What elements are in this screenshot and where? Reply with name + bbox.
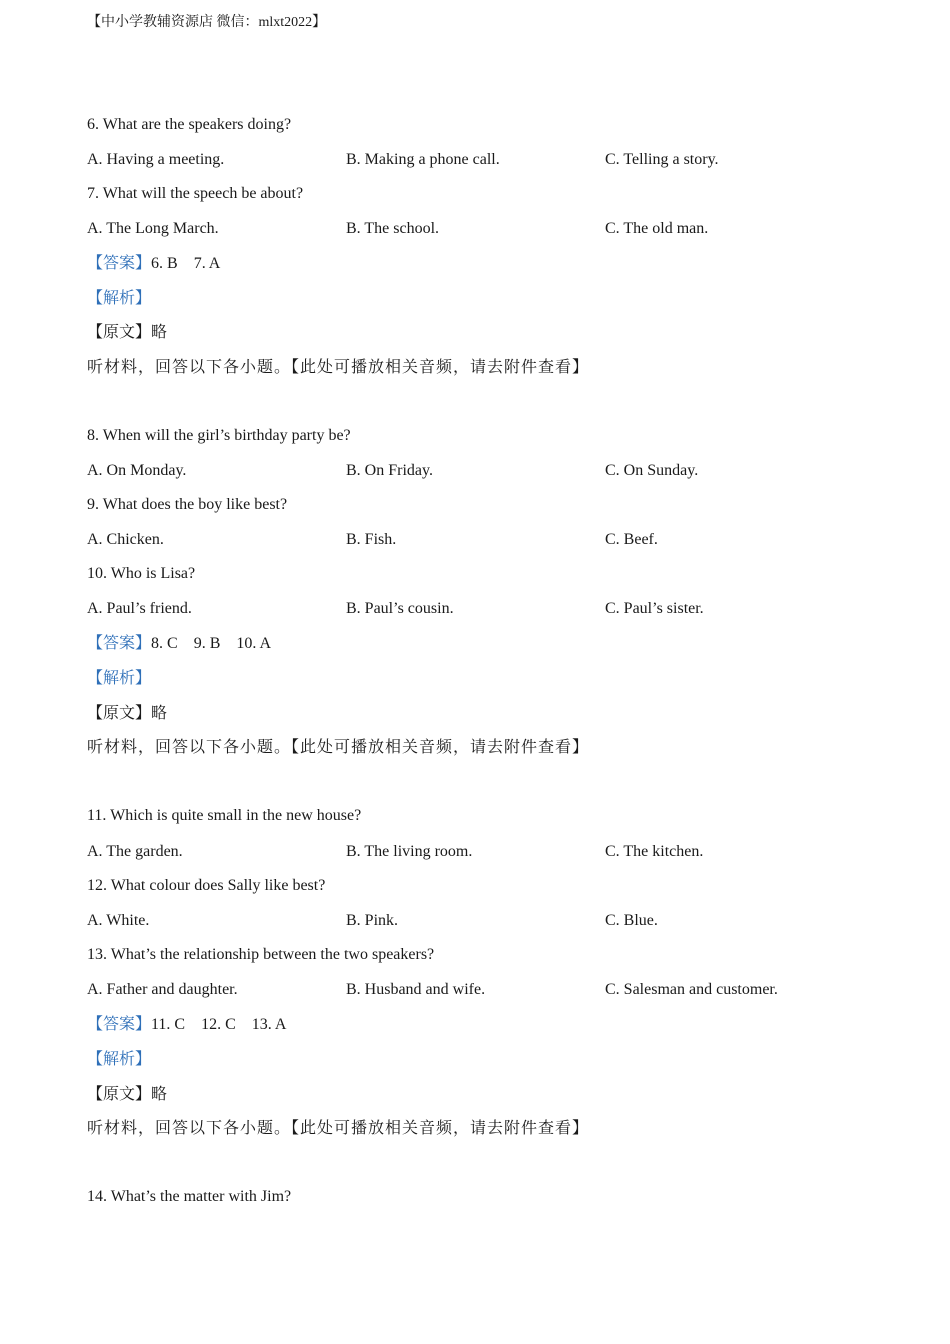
option-c: C. The old man. bbox=[605, 220, 709, 237]
original-text-1: 【原文】略 bbox=[87, 324, 168, 341]
option-c: C. The kitchen. bbox=[605, 843, 704, 860]
option-a: A. Having a meeting. bbox=[87, 151, 225, 168]
option-b: B. The living room. bbox=[346, 843, 473, 860]
answer-line-1 bbox=[87, 253, 220, 275]
question-8: 8. When will the girl’s birthday party be? bbox=[87, 427, 351, 444]
question-10: 10. Who is Lisa? bbox=[87, 565, 196, 582]
option-c: C. Beef. bbox=[605, 531, 658, 548]
options-12 bbox=[87, 910, 887, 932]
options-10 bbox=[87, 598, 887, 620]
option-a: A. On Monday. bbox=[87, 462, 187, 479]
question-7: 7. What will the speech be about? bbox=[87, 185, 304, 202]
question-12: 12. What colour does Sally like best? bbox=[87, 877, 326, 894]
option-c: C. Paul’s sister. bbox=[605, 600, 704, 617]
options-13 bbox=[87, 979, 887, 1001]
original-text-3: 【原文】略 bbox=[87, 1086, 168, 1103]
option-a: A. White. bbox=[87, 912, 150, 929]
option-b: B. Making a phone call. bbox=[346, 151, 500, 168]
option-b: B. Fish. bbox=[346, 531, 397, 548]
analysis-tag-1: 【解析】 bbox=[87, 290, 152, 307]
answer-line-2 bbox=[87, 633, 271, 655]
page-header: 【中小学教辅资源店 微信：mlxt2022】 bbox=[87, 15, 327, 30]
listen-prompt-1: 听材料，回答以下各小题。【此处可播放相关音频，请去附件查看】 bbox=[87, 359, 590, 376]
option-a: A. Paul’s friend. bbox=[87, 600, 192, 617]
options-8 bbox=[87, 460, 887, 482]
option-b: B. Pink. bbox=[346, 912, 399, 929]
listen-prompt-2: 听材料，回答以下各小题。【此处可播放相关音频，请去附件查看】 bbox=[87, 739, 590, 756]
option-b: B. The school. bbox=[346, 220, 440, 237]
option-a: A. The garden. bbox=[87, 843, 183, 860]
analysis-tag-2: 【解析】 bbox=[87, 670, 152, 687]
question-14: 14. What’s the matter with Jim? bbox=[87, 1188, 292, 1205]
options-6 bbox=[87, 149, 887, 171]
option-a: A. Chicken. bbox=[87, 531, 164, 548]
option-c: C. Blue. bbox=[605, 912, 658, 929]
option-c: C. Salesman and customer. bbox=[605, 981, 778, 998]
answer-values: 11. C 12. C 13. A bbox=[151, 1016, 287, 1033]
answer-values: 8. C 9. B 10. A bbox=[151, 635, 272, 652]
analysis-tag-3: 【解析】 bbox=[87, 1051, 152, 1068]
options-11 bbox=[87, 841, 887, 863]
answer-values: 6. B 7. A bbox=[151, 255, 221, 272]
option-c: C. On Sunday. bbox=[605, 462, 699, 479]
option-c: C. Telling a story. bbox=[605, 151, 719, 168]
answer-line-3 bbox=[87, 1014, 286, 1036]
option-b: B. On Friday. bbox=[346, 462, 433, 479]
options-7 bbox=[87, 218, 887, 240]
question-6: 6. What are the speakers doing? bbox=[87, 116, 292, 133]
question-13: 13. What’s the relationship between the two speakers? bbox=[87, 946, 435, 963]
listen-prompt-3: 听材料，回答以下各小题。【此处可播放相关音频，请去附件查看】 bbox=[87, 1120, 590, 1137]
question-11: 11. Which is quite small in the new house? bbox=[87, 807, 362, 824]
answer-tag: 【答案】 bbox=[87, 255, 152, 272]
options-9 bbox=[87, 529, 887, 551]
option-b: B. Husband and wife. bbox=[346, 981, 486, 998]
answer-tag: 【答案】 bbox=[87, 1016, 152, 1033]
option-a: A. The Long March. bbox=[87, 220, 219, 237]
question-9: 9. What does the boy like best? bbox=[87, 496, 288, 513]
option-b: B. Paul’s cousin. bbox=[346, 600, 454, 617]
original-text-2: 【原文】略 bbox=[87, 705, 168, 722]
option-a: A. Father and daughter. bbox=[87, 981, 238, 998]
answer-tag: 【答案】 bbox=[87, 635, 152, 652]
